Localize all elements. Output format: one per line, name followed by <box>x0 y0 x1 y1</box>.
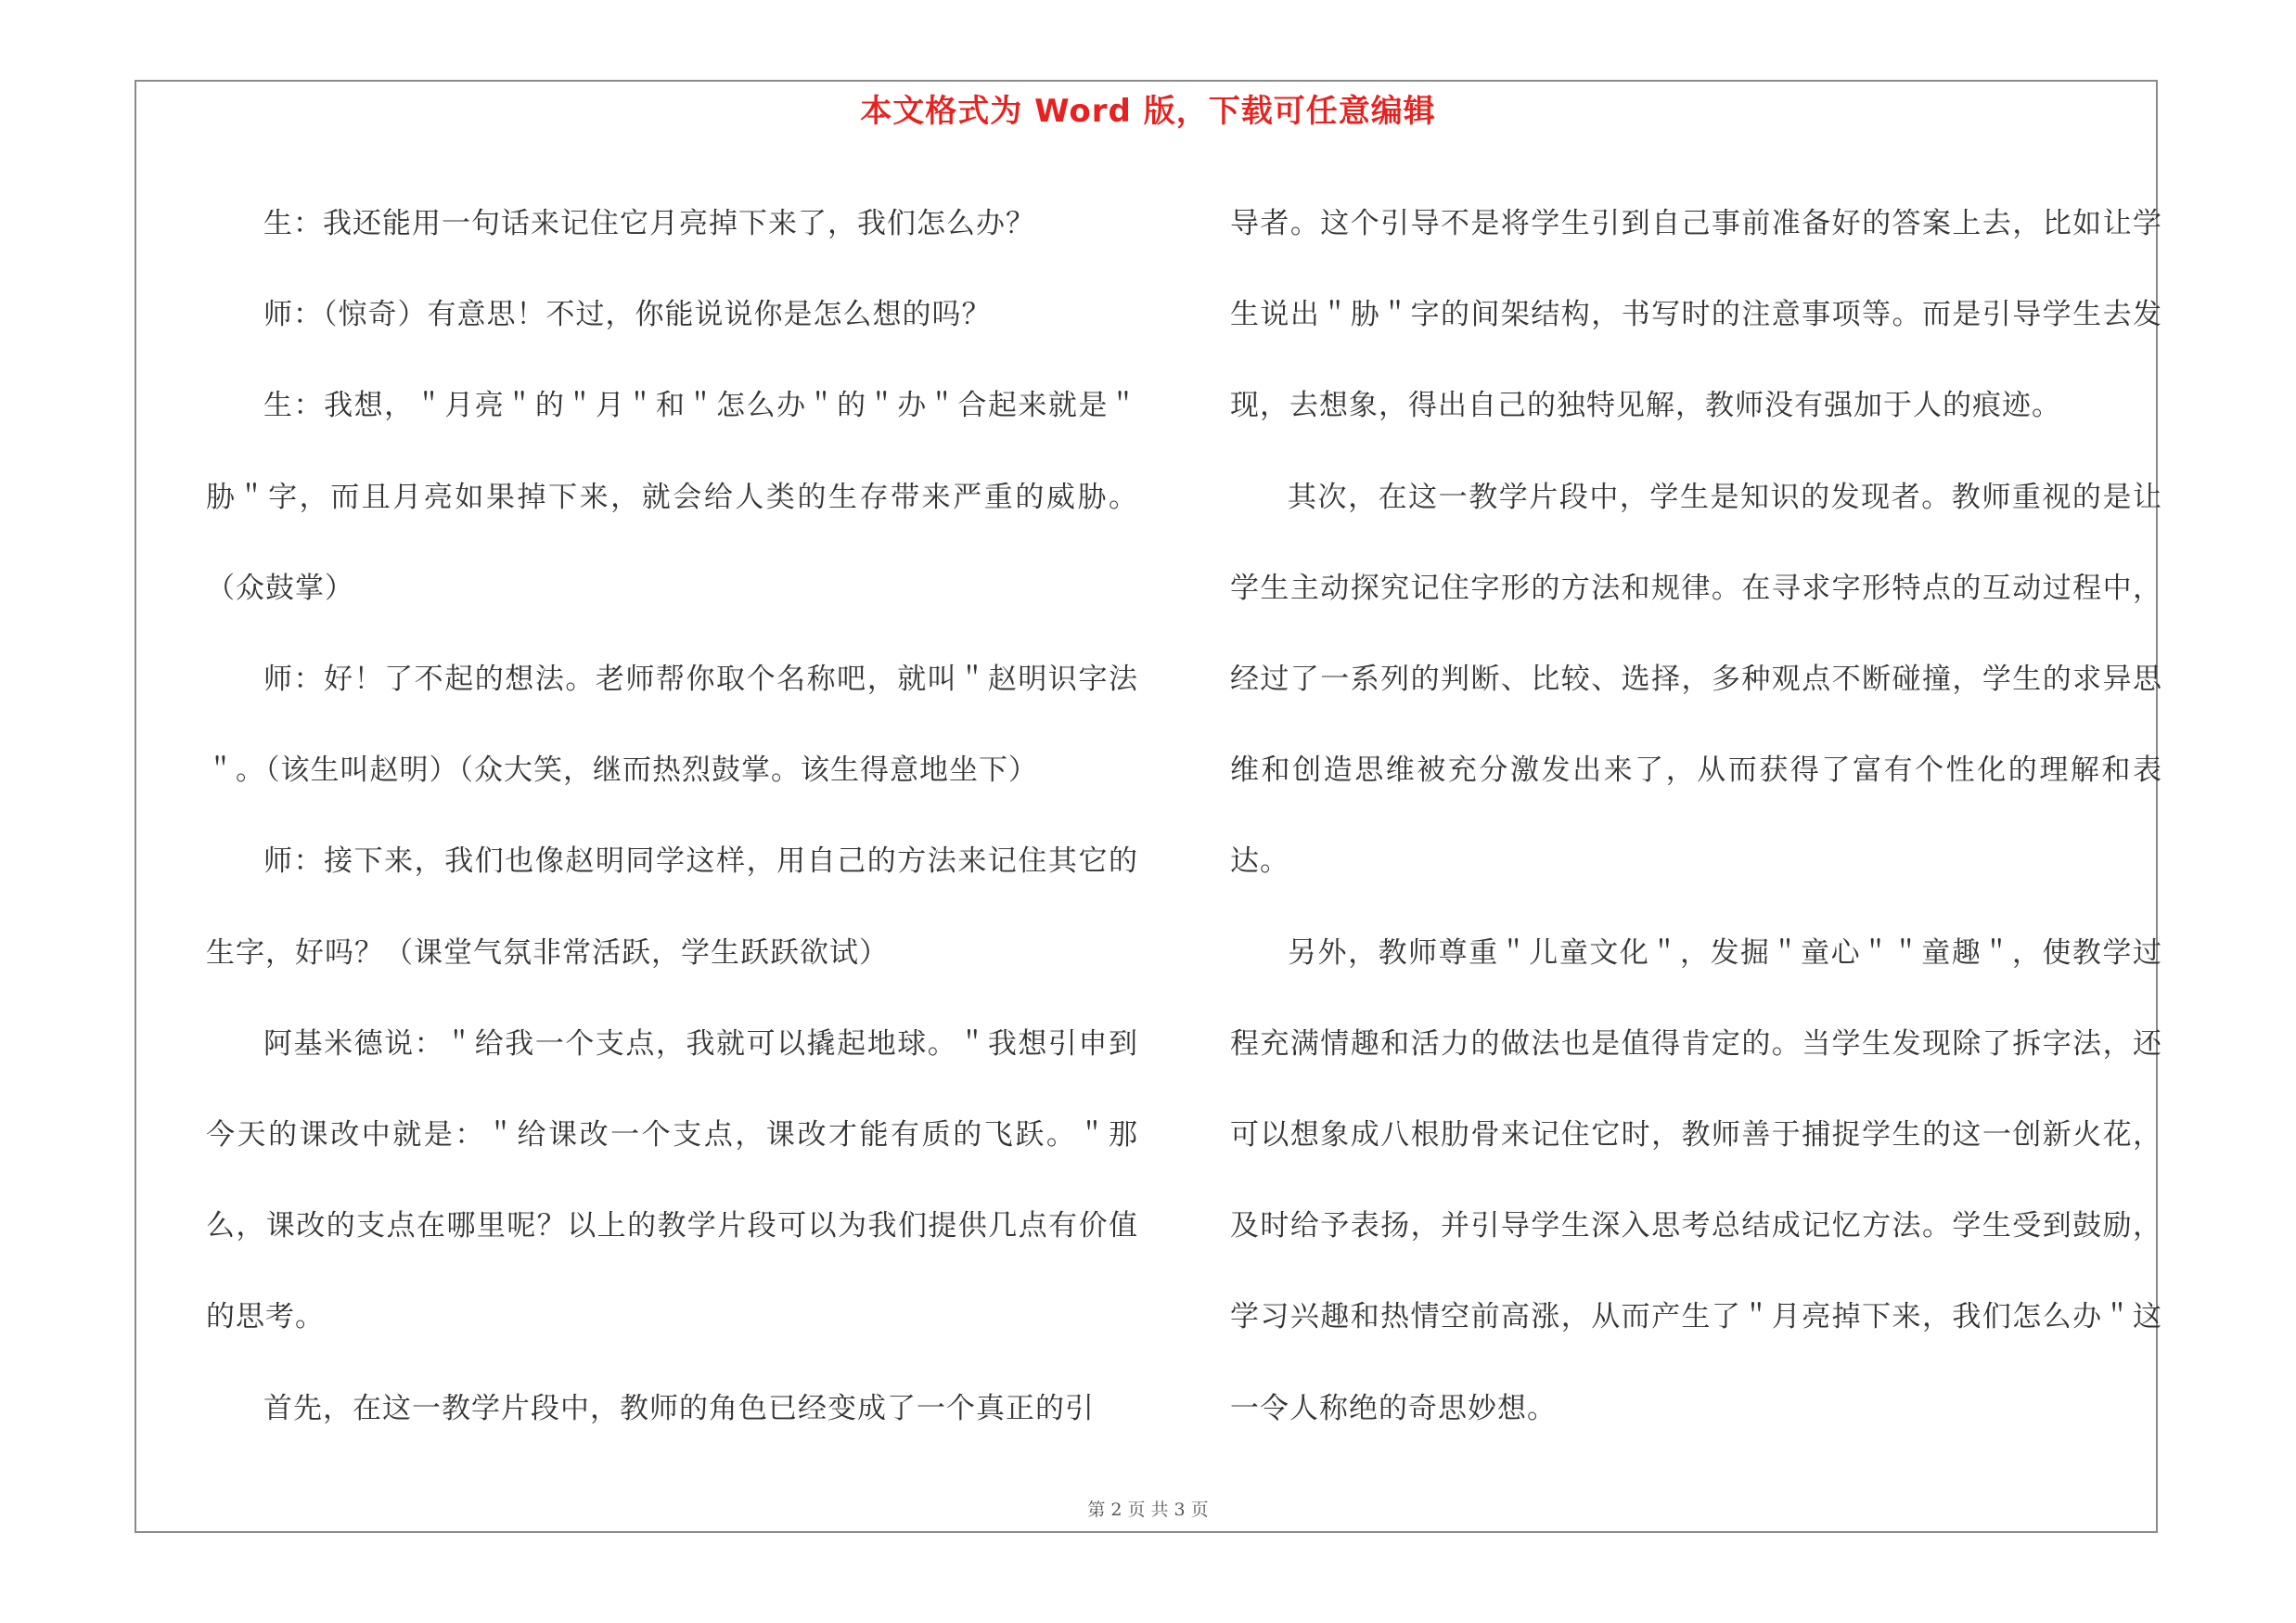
paragraph: 生：我想，＂月亮＂的＂月＂和＂怎么办＂的＂办＂合起来就是＂胁＂字，而且月亮如果掉下来，就会给人类的生存带来严重的威胁。（众鼓掌） <box>206 389 1138 605</box>
paragraph: 其次，在这一教学片段中，学生是知识的发现者。教师重视的是让学生主动探究记住字形的方法和规律。在寻求字形特点的互动过程中，经过了一系列的判断、比较、选择，多种观点不断碰撞，学生的求异思维和创造思维被充分激发出来了，从而获得了富有个性化的理解和表达。 <box>1230 480 2162 879</box>
paragraph: 首先，在这一教学片段中，教师的角色已经变成了一个真正的引 <box>263 1391 1095 1425</box>
paragraph: 师：好！了不起的想法。老师帮你取个名称吧，就叫＂赵明识字法＂。（该生叫赵明）（众大笑，继而热烈鼓掌。该生得意地坐下） <box>206 663 1138 788</box>
paragraph: 阿基米德说：＂给我一个支点，我就可以撬起地球。＂我想引申到今天的课改中就是：＂给课改一个支点，课改才能有质的飞跃。＂那么，课改的支点在哪里呢？以上的教学片段可以为我们提供几点有价值的思考。 <box>206 1026 1138 1334</box>
paragraph: 师：接下来，我们也像赵明同学这样，用自己的方法来记住其它的生字，好吗？（课堂气氛非常活跃，学生跃跃欲试） <box>206 844 1138 970</box>
right-column <box>1230 178 2162 1454</box>
paragraph: 另外，教师尊重＂儿童文化＂，发掘＂童心＂＂童趣＂，使教学过程充满情趣和活力的做法也是值得肯定的。当学生发现除了拆字法，还可以想象成八根肋骨来记住它时，教师善于捕捉学生的这一创新火花，及时给予表扬，并引导学生深入思考总结成记忆方法。学生受到鼓励，学习兴趣和热情空前高涨，从而产生了＂月亮掉下来，我们怎么办＂这一令人称绝的奇思妙想。 <box>1230 935 2162 1425</box>
paragraph: 生：我还能用一句话来记住它月亮掉下来了，我们怎么办？ <box>263 207 1035 240</box>
left-column <box>206 178 1138 1454</box>
page-number-footer: 第 2 页 共 3 页 <box>1087 1500 1209 1520</box>
paragraph: 导者。这个引导不是将学生引到自己事前准备好的答案上去，比如让学生说出＂胁＂字的间架结构，书写时的注意事项等。而是引导学生去发现，去想象，得出自己的独特见解，教师没有强加于人的痕迹。 <box>1230 207 2162 423</box>
paragraph: 师：（惊奇）有意思！不过，你能说说你是怎么想的吗？ <box>263 298 992 332</box>
header-banner: 本文格式为 Word 版，下载可任意编辑 <box>860 93 1436 130</box>
